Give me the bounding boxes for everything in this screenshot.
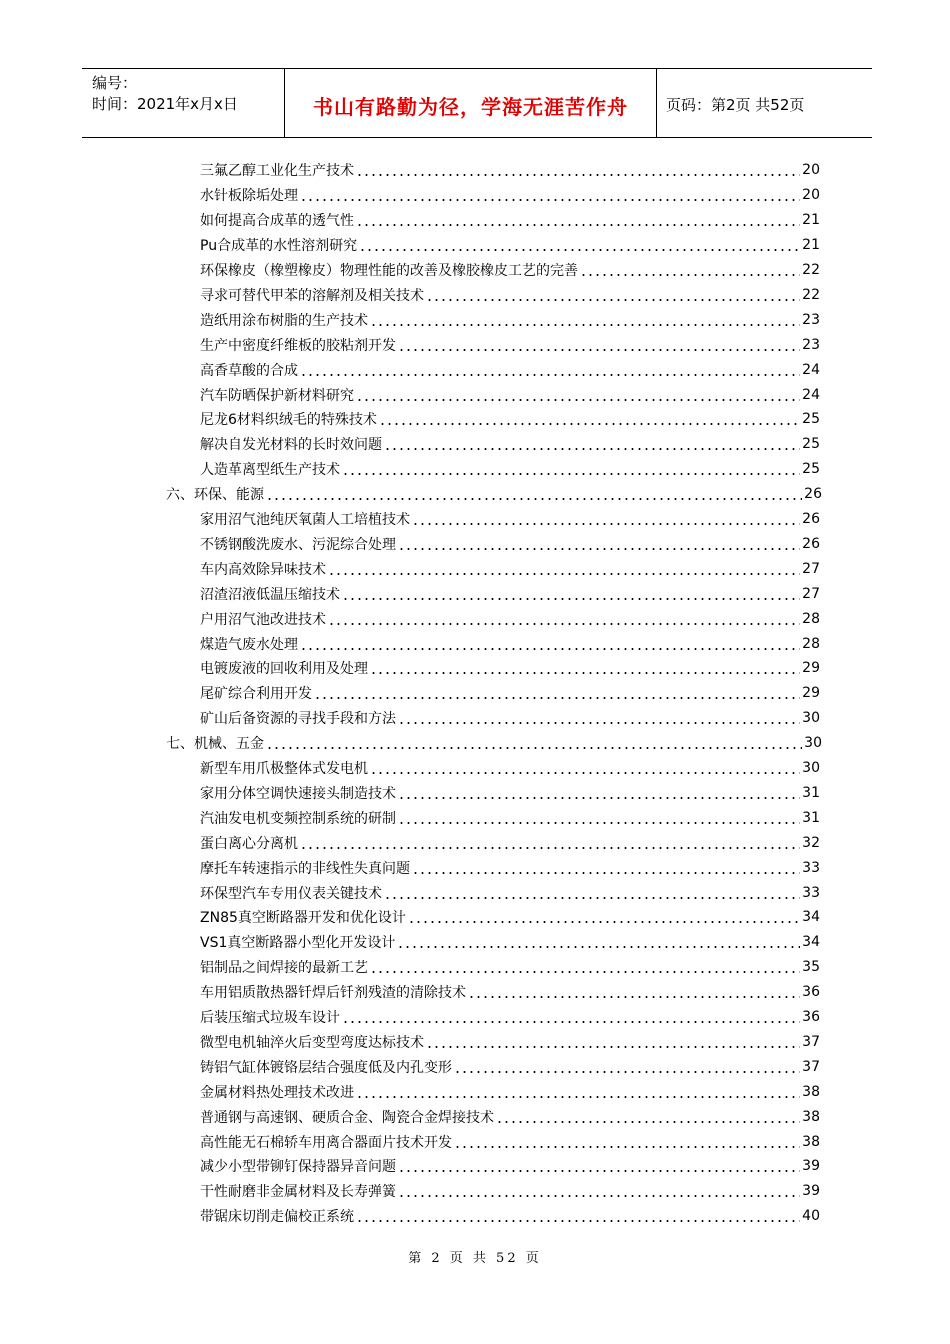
toc-entry[interactable] (200, 432, 820, 457)
toc-entry-page: 38 (802, 1133, 820, 1150)
toc-dot-leader (408, 910, 800, 924)
toc-entry-title: 环保型汽车专用仪表关键技术 (200, 885, 382, 902)
toc-dot-leader (379, 412, 800, 426)
toc-entry[interactable] (200, 830, 820, 855)
toc-entry[interactable] (200, 1030, 820, 1055)
toc-entry-title: 电镀废液的回收利用及处理 (200, 661, 368, 678)
toc-dot-leader (398, 786, 800, 800)
toc-entry-page: 30 (802, 710, 820, 727)
time-label: 时间：2021年x月x日 (92, 95, 238, 113)
toc-entry-page: 37 (802, 1033, 820, 1050)
toc-entry-page: 39 (802, 1158, 820, 1175)
toc-entry[interactable] (200, 980, 820, 1005)
motto: 书山有路勤为径，学海无涯苦作舟 (313, 95, 628, 119)
toc-entry-page: 26 (802, 511, 820, 528)
toc-dot-leader (384, 886, 800, 900)
toc-entry[interactable] (200, 905, 820, 930)
toc-entry-page: 34 (802, 909, 820, 926)
toc-entry-title: 七、机械、五金 (166, 736, 264, 753)
toc-dot-leader (356, 1085, 800, 1099)
toc-entry[interactable] (200, 581, 820, 606)
toc-entry-page: 31 (802, 809, 820, 826)
toc-entry-page: 39 (802, 1183, 820, 1200)
toc-dot-leader (398, 338, 800, 352)
toc-entry[interactable] (200, 656, 820, 681)
toc-dot-leader (300, 363, 800, 377)
toc-entry-page: 24 (802, 361, 820, 378)
toc-entry-page: 36 (802, 1009, 820, 1026)
toc-entry[interactable] (200, 1005, 820, 1030)
toc-entry[interactable] (200, 407, 820, 432)
toc-dot-leader (398, 1184, 800, 1198)
toc-entry-page: 26 (804, 486, 822, 503)
toc-entry-title: 环保橡皮（橡塑橡皮）物理性能的改善及橡胶橡皮工艺的完善 (200, 263, 578, 280)
toc-entry-page: 33 (802, 884, 820, 901)
toc-dot-leader (496, 1110, 800, 1124)
toc-entry-page: 38 (802, 1108, 820, 1125)
toc-entry-title: 解决自发光材料的长时效问题 (200, 437, 382, 454)
toc-dot-leader (454, 1135, 800, 1149)
toc-dot-leader (580, 263, 800, 277)
page-footer: 第 2 页 共 52 页 (408, 1251, 542, 1266)
toc-dot-leader (328, 612, 800, 626)
toc-dot-leader (397, 935, 800, 949)
toc-entry-page: 21 (802, 237, 820, 254)
toc-dot-leader (356, 213, 800, 227)
toc-entry[interactable] (200, 1079, 820, 1104)
toc-entry[interactable] (200, 233, 820, 258)
toc-entry-title: 煤造气废水处理 (200, 636, 298, 653)
toc-entry[interactable] (200, 805, 820, 830)
toc-dot-leader (370, 960, 800, 974)
toc-entry-title: ZN85真空断路器开发和优化设计 (200, 910, 406, 927)
toc-dot-leader (300, 637, 800, 651)
toc-entry-page: 27 (802, 560, 820, 577)
toc-entry-title: 铝制品之间焊接的最新工艺 (200, 960, 368, 977)
toc-entry-title: 新型车用爪极整体式发电机 (200, 761, 368, 778)
toc-dot-leader (398, 811, 800, 825)
toc-entry-title: 车用铝质散热器钎焊后钎剂残渣的清除技术 (200, 985, 466, 1002)
toc-entry[interactable] (200, 1179, 820, 1204)
toc-entry[interactable] (200, 556, 820, 581)
header-right-cell (657, 69, 872, 137)
toc-entry[interactable] (200, 158, 820, 183)
toc-dot-leader (359, 238, 800, 252)
toc-entry-title: Pu合成革的水性溶剂研究 (200, 238, 358, 255)
toc-dot-leader (356, 388, 800, 402)
toc-entry-page: 27 (802, 585, 820, 602)
toc-entry-title: 微型电机轴淬火后变型弯度达标技术 (200, 1034, 424, 1051)
toc-entry-title: 汽油发电机变频控制系统的研制 (200, 810, 396, 827)
toc-entry[interactable] (200, 955, 820, 980)
toc-dot-leader (454, 1060, 800, 1074)
toc-entry-title: 后装压缩式垃圾车设计 (200, 1010, 340, 1027)
toc-entry-title: 如何提高合成革的透气性 (200, 213, 354, 230)
toc-entry[interactable] (200, 1204, 820, 1229)
toc-dot-leader (314, 686, 800, 700)
toc-entry-page: 38 (802, 1083, 820, 1100)
toc-section-entry[interactable] (166, 482, 822, 507)
toc-dot-leader (370, 661, 800, 675)
toc-entry-page: 28 (802, 635, 820, 652)
page-header (82, 68, 872, 138)
toc-entry-title: 汽车防晒保护新材料研究 (200, 387, 354, 404)
toc-dot-leader (412, 512, 800, 526)
toc-dot-leader (356, 163, 800, 177)
toc-entry[interactable] (200, 756, 820, 781)
toc-entry-page: 40 (802, 1208, 820, 1225)
toc-dot-leader (266, 736, 802, 750)
toc-entry-page: 30 (804, 735, 822, 752)
toc-entry-page: 34 (802, 934, 820, 951)
toc-entry-page: 25 (802, 411, 820, 428)
toc-dot-leader (412, 861, 800, 875)
toc-dot-leader (468, 985, 800, 999)
toc-entry[interactable] (200, 208, 820, 233)
toc-entry-title: 六、环保、能源 (166, 487, 264, 504)
toc-section-entry[interactable] (166, 731, 822, 756)
toc-entry-title: 车内高效除异味技术 (200, 561, 326, 578)
toc-entry[interactable] (200, 930, 820, 955)
toc-dot-leader (398, 711, 800, 725)
toc-entry-title: 高性能无石棉轿车用离合器面片技术开发 (200, 1134, 452, 1151)
toc-entry-page: 25 (802, 436, 820, 453)
header-left-cell (82, 69, 284, 137)
toc-entry-title: 干性耐磨非金属材料及长寿弹簧 (200, 1184, 396, 1201)
toc-entry-page: 32 (802, 834, 820, 851)
toc-dot-leader (328, 562, 800, 576)
toc-entry[interactable] (200, 706, 820, 731)
toc-entry-title: 尼龙6材料织绒毛的特殊技术 (200, 412, 377, 429)
toc-entry-page: 23 (802, 311, 820, 328)
toc-entry-title: 矿山后备资源的寻找手段和方法 (200, 711, 396, 728)
toc-entry[interactable] (200, 1129, 820, 1154)
toc-entry-title: 家用分体空调快速接头制造技术 (200, 785, 396, 802)
toc-entry-title: 铸铝气缸体镀铬层结合强度低及内孔变形 (200, 1059, 452, 1076)
toc-entry-title: 带锯床切削走偏校正系统 (200, 1209, 354, 1226)
toc-entry-title: 高香草酸的合成 (200, 362, 298, 379)
toc-entry-title: 人造革离型纸生产技术 (200, 462, 340, 479)
toc-entry-page: 20 (802, 162, 820, 179)
toc-entry[interactable] (200, 258, 820, 283)
toc-dot-leader (266, 487, 802, 501)
toc-entry-page: 29 (802, 685, 820, 702)
toc-entry-title: 寻求可替代甲苯的溶解剂及相关技术 (200, 287, 424, 304)
toc-entry-title: 不锈钢酸洗废水、污泥综合处理 (200, 536, 396, 553)
toc-entry[interactable] (200, 1104, 820, 1129)
toc-entry[interactable] (200, 606, 820, 631)
toc-entry-title: 减少小型带铆钉保持器异音问题 (200, 1159, 396, 1176)
toc-dot-leader (370, 761, 800, 775)
toc-dot-leader (342, 1010, 800, 1024)
toc-dot-leader (426, 1035, 800, 1049)
toc-entry-title: 户用沼气池改进技术 (200, 611, 326, 628)
toc-entry-page: 33 (802, 859, 820, 876)
toc-entry[interactable] (200, 382, 820, 407)
toc-dot-leader (426, 288, 800, 302)
toc-entry-page: 31 (802, 784, 820, 801)
toc-entry[interactable] (200, 1154, 820, 1179)
toc-dot-leader (384, 437, 800, 451)
toc-entry-title: 水针板除垢处理 (200, 188, 298, 205)
toc-entry[interactable] (200, 457, 820, 482)
toc-entry-page: 35 (802, 959, 820, 976)
toc-entry-page: 30 (802, 760, 820, 777)
toc-entry[interactable] (200, 1054, 820, 1079)
toc-entry-title: 尾矿综合利用开发 (200, 686, 312, 703)
toc-entry-page: 22 (802, 262, 820, 279)
toc-entry-title: 生产中密度纤维板的胶粘剂开发 (200, 337, 396, 354)
toc-entry[interactable] (200, 532, 820, 557)
toc-entry[interactable] (200, 781, 820, 806)
toc-entry[interactable] (200, 880, 820, 905)
toc-entry-title: 三氟乙醇工业化生产技术 (200, 163, 354, 180)
toc-entry[interactable] (200, 631, 820, 656)
toc-entry-page: 26 (802, 535, 820, 552)
toc-dot-leader (300, 836, 800, 850)
toc-entry-page: 28 (802, 610, 820, 627)
toc-entry-title: 蛋白离心分离机 (200, 835, 298, 852)
toc-entry[interactable] (200, 507, 820, 532)
toc-entry-page: 22 (802, 286, 820, 303)
toc-entry[interactable] (200, 357, 820, 382)
toc-entry-page: 20 (802, 187, 820, 204)
toc-entry-page: 37 (802, 1058, 820, 1075)
toc-dot-leader (300, 188, 800, 202)
toc-entry-title: 造纸用涂布树脂的生产技术 (200, 312, 368, 329)
toc-entry-page: 29 (802, 660, 820, 677)
toc-entry-page: 36 (802, 984, 820, 1001)
toc-entry-page: 23 (802, 336, 820, 353)
toc-entry-page: 24 (802, 386, 820, 403)
toc-entry[interactable] (200, 183, 820, 208)
page-label: 页码：第2页 共52页 (666, 96, 805, 114)
toc-entry[interactable] (200, 283, 820, 308)
toc-entry[interactable] (200, 307, 820, 332)
toc-entry-title: 家用沼气池纯厌氧菌人工培植技术 (200, 512, 410, 529)
number-label: 编号： (92, 74, 138, 92)
toc-entry[interactable] (200, 855, 820, 880)
header-middle-cell (284, 69, 657, 137)
toc-dot-leader (398, 1159, 800, 1173)
toc-dot-leader (398, 537, 800, 551)
toc-entry[interactable] (200, 681, 820, 706)
toc-entry-page: 21 (802, 212, 820, 229)
toc-entry-title: 金属材料热处理技术改进 (200, 1084, 354, 1101)
toc-dot-leader (356, 1209, 800, 1223)
toc-entry-title: 沼渣沼液低温压缩技术 (200, 586, 340, 603)
toc-dot-leader (370, 313, 800, 327)
toc-entry-title: VS1真空断路器小型化开发设计 (200, 935, 396, 952)
toc-entry-page: 25 (802, 461, 820, 478)
toc-dot-leader (342, 587, 800, 601)
toc-entry-title: 摩托车转速指示的非线性失真问题 (200, 860, 410, 877)
toc-entry-title: 普通钢与高速钢、硬质合金、陶瓷合金焊接技术 (200, 1109, 494, 1126)
toc-entry[interactable] (200, 332, 820, 357)
toc-dot-leader (342, 462, 800, 476)
